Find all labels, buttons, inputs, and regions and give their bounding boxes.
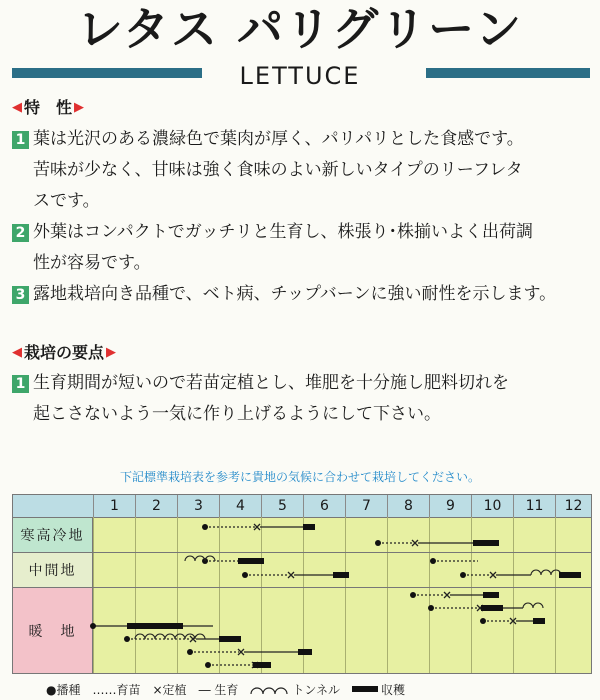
- legend-harvest-item: [352, 681, 405, 698]
- cultivation-heading: [12, 343, 116, 363]
- cultivation-schedule-table: [12, 494, 592, 674]
- page-subtitle: LETTUCE: [239, 62, 361, 90]
- list-item-text: 生育期間が短いので若苗定植とし、堆肥を十分施し肥料切れを: [33, 373, 509, 393]
- tunnel-arc-icon: [250, 683, 290, 695]
- month-label: 7: [345, 495, 387, 517]
- month-label: 6: [303, 495, 345, 517]
- legend-growth: ― 生育: [198, 682, 239, 697]
- month-label: 1: [93, 495, 135, 517]
- list-item-continuation: 苦味が少なく、甘味は強く食味のよい新しいタイプのリーフレタ: [33, 160, 523, 180]
- table-note: 下記標準栽培表を参考に貴地の気候に合わせて栽培してください。: [119, 470, 480, 484]
- month-label: 3: [177, 495, 219, 517]
- list-item-text: 外葉はコンパクトでガッチリと生育し、株張り･株揃いよく出荷調: [33, 222, 533, 242]
- list-item: [12, 368, 597, 399]
- month-label: 10: [471, 495, 513, 517]
- month-label: 5: [261, 495, 303, 517]
- cultivation-list: [12, 368, 597, 430]
- features-list: [12, 124, 597, 310]
- item-number-badge: 1: [12, 375, 29, 393]
- list-item-continuation: 起こさないよう一気に作り上げるようにして下さい。: [33, 404, 441, 424]
- list-item: [12, 279, 597, 310]
- list-item: [12, 124, 597, 155]
- title-accent-bar-right: [426, 68, 590, 78]
- legend-tunnel: トンネル: [292, 682, 341, 697]
- month-label: 4: [219, 495, 261, 517]
- legend-planting: ×定植: [152, 682, 187, 697]
- triangle-left-icon: ◀: [12, 100, 22, 115]
- legend-sowing: ●播種: [46, 682, 81, 697]
- month-label: 2: [135, 495, 177, 517]
- page-title: レタス パリグリーン: [76, 2, 524, 56]
- region-cold-highland: 寒高冷地: [13, 518, 93, 552]
- month-label: 8: [387, 495, 429, 517]
- list-item-text: 葉は光沢のある濃緑色で葉肉が厚く、パリパリとした食感です。: [33, 129, 524, 149]
- harvest-bar-icon: [352, 686, 378, 692]
- schedule-marks: [13, 495, 591, 673]
- region-intermediate: 中間地: [13, 553, 93, 587]
- cultivation-heading-text: 栽培の要点: [24, 343, 105, 362]
- features-heading-text: 特 性: [24, 98, 73, 117]
- list-item: [12, 217, 597, 248]
- legend-nursery: ……育苗: [92, 682, 141, 697]
- features-heading: [12, 98, 84, 118]
- month-label: 12: [555, 495, 591, 517]
- list-item-continuation: 性が容易です。: [33, 253, 151, 273]
- region-warm: 暖 地: [13, 588, 93, 673]
- item-number-badge: 1: [12, 131, 29, 149]
- legend-harvest: 収穫: [381, 682, 406, 697]
- month-label: 11: [513, 495, 555, 517]
- legend-tunnel-item: [250, 681, 340, 698]
- month-label: 9: [429, 495, 471, 517]
- triangle-right-icon: ▶: [74, 100, 85, 115]
- item-number-badge: 3: [12, 286, 29, 304]
- triangle-left-icon: ◀: [12, 345, 22, 360]
- schedule-legend: [46, 679, 405, 699]
- list-item-continuation: スです。: [33, 191, 100, 211]
- triangle-right-icon: ▶: [106, 345, 117, 360]
- list-item-text: 露地栽培向き品種で、ベト病、チップバーンに強い耐性を示します。: [33, 284, 557, 304]
- item-number-badge: 2: [12, 224, 29, 242]
